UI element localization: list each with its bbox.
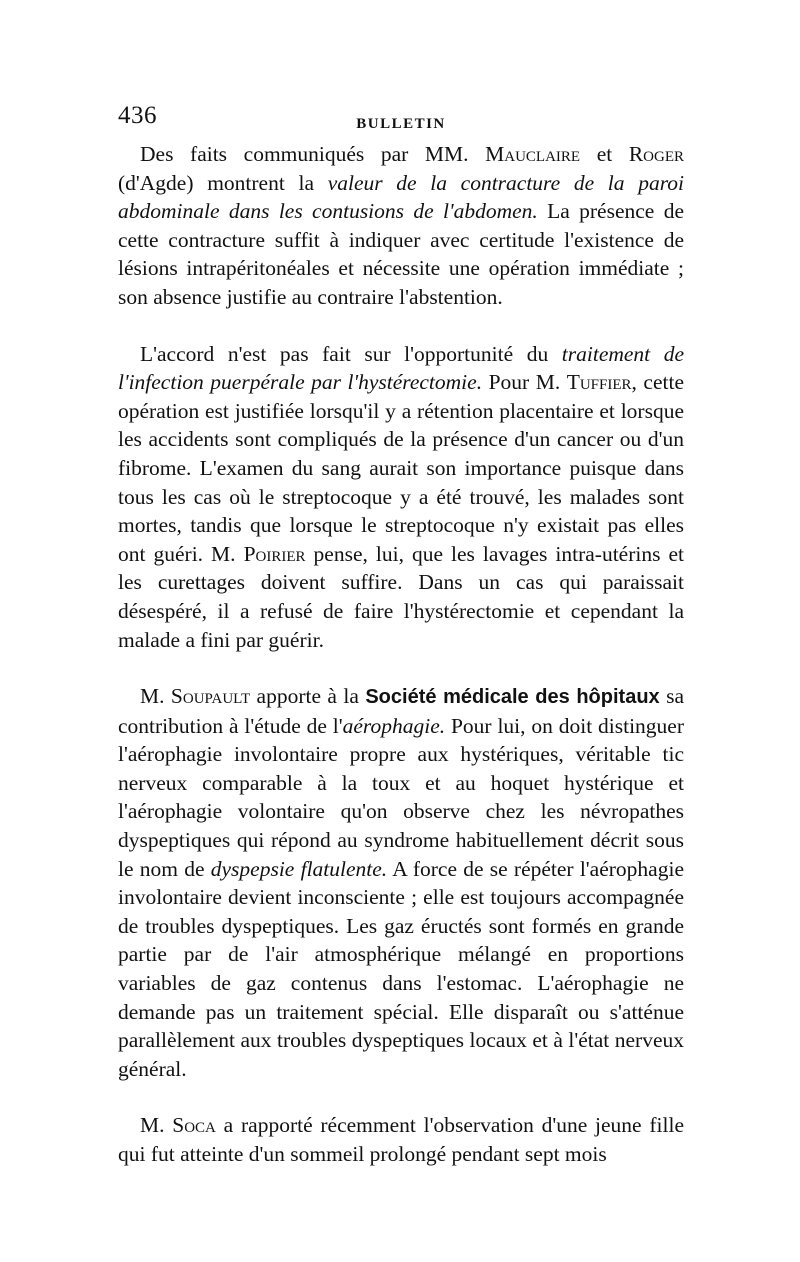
emphasized-topic: dyspepsie flatulente. xyxy=(210,856,388,881)
author-name-tuffier: Tuffier xyxy=(566,370,632,395)
text-segment: Pour M. xyxy=(482,370,567,395)
paragraph-hysterectomie xyxy=(118,340,684,655)
text-segment: (d'Agde) montrent la xyxy=(118,170,328,195)
body-text xyxy=(118,140,684,1169)
author-name-mauclaire: Mauclaire xyxy=(485,142,581,166)
text-segment: L'accord n'est pas fait sur l'opportunité du xyxy=(140,341,562,366)
paragraph-aerophagie xyxy=(118,682,684,1083)
text-segment: A force de se répéter l'aérophagie involontaire devient inconsciente ; elle est toujours accompagnée de troubles dyspeptiques. Les gaz éructés sont formés en grande partie par de l'air atmosphérique mélangé en proportions variables de gaz contenus dans l'estomac. L'aérophagie ne demande pas un traitement spécial. Elle disparaît ou s'atténue parallèlement aux troubles dyspeptiques locaux et à l'état nerveux général. xyxy=(118,856,684,1081)
author-name-soca: Soca xyxy=(172,1113,216,1138)
journal-title: BULLETIN xyxy=(356,116,446,132)
author-name-roger: Roger xyxy=(628,142,684,166)
page-number: 436 xyxy=(118,102,157,129)
paragraph-sommeil xyxy=(118,1111,684,1168)
text-segment: , cette opération est justifiée lorsqu'il y a rétention placentaire et lorsque les accidents sont compliqués de la présence d'un cancer ou d'un fibrome. L'examen du sang aurait son importance puisque dans tous les cas où le streptocoque y a été trouvé, les malades sont mortes, tandis que lorsque le streptocoque n'y existait pas elles ont guéri. M. xyxy=(118,370,685,566)
text-segment: Pour lui, on doit distinguer l'aérophagie involontaire propre aux hystériques, véritable tic nerveux comparable à la toux et au hoquet hystérique et l'aérophagie volontaire qu'on observe chez les névropathes dyspeptiques qui répond au syndrome habituellement décrit sous le nom de xyxy=(118,713,685,881)
emphasized-topic: valeur de la contracture de la paroi abdominale dans les contusions de l'abdomen. xyxy=(118,170,685,224)
text-segment: a rapporté récemment l'observation d'une jeune fille qui fut atteinte d'un sommeil prolongé pendant sept mois xyxy=(118,1113,684,1166)
paragraph-contracture xyxy=(118,140,684,312)
text-segment: La présence de cette contracture suffit à indiquer avec certitude l'existence de lésions intrapéritonéales et nécessite une opération immédiate ; son absence justifie au contraire l'abstention. xyxy=(118,199,684,309)
emphasized-topic: aérophagie. xyxy=(342,713,446,738)
text-segment: sa contribution à l'étude de l' xyxy=(118,684,684,738)
text-segment: et xyxy=(580,142,629,166)
text-segment: apporte à la xyxy=(250,684,366,709)
author-name-soupault: Soupault xyxy=(170,684,251,709)
text-segment: M. xyxy=(140,1113,173,1138)
author-name-poirier: Poirier xyxy=(243,541,306,566)
text-segment: Des faits communiqués par MM. xyxy=(140,142,486,166)
society-name: Société médicale des hôpitaux xyxy=(365,686,660,709)
text-segment: pense, lui, que les lavages intra-utérins et les curettages doivent suffire. Dans un cas qui paraissait désespéré, il a refusé de faire l'hystérectomie et cependant la malade a fini par guérir. xyxy=(118,541,684,652)
text-segment: M. xyxy=(140,684,171,709)
running-head xyxy=(118,102,684,132)
emphasized-topic: traitement de l'infection puerpérale par l'hystérectomie. xyxy=(118,341,685,395)
